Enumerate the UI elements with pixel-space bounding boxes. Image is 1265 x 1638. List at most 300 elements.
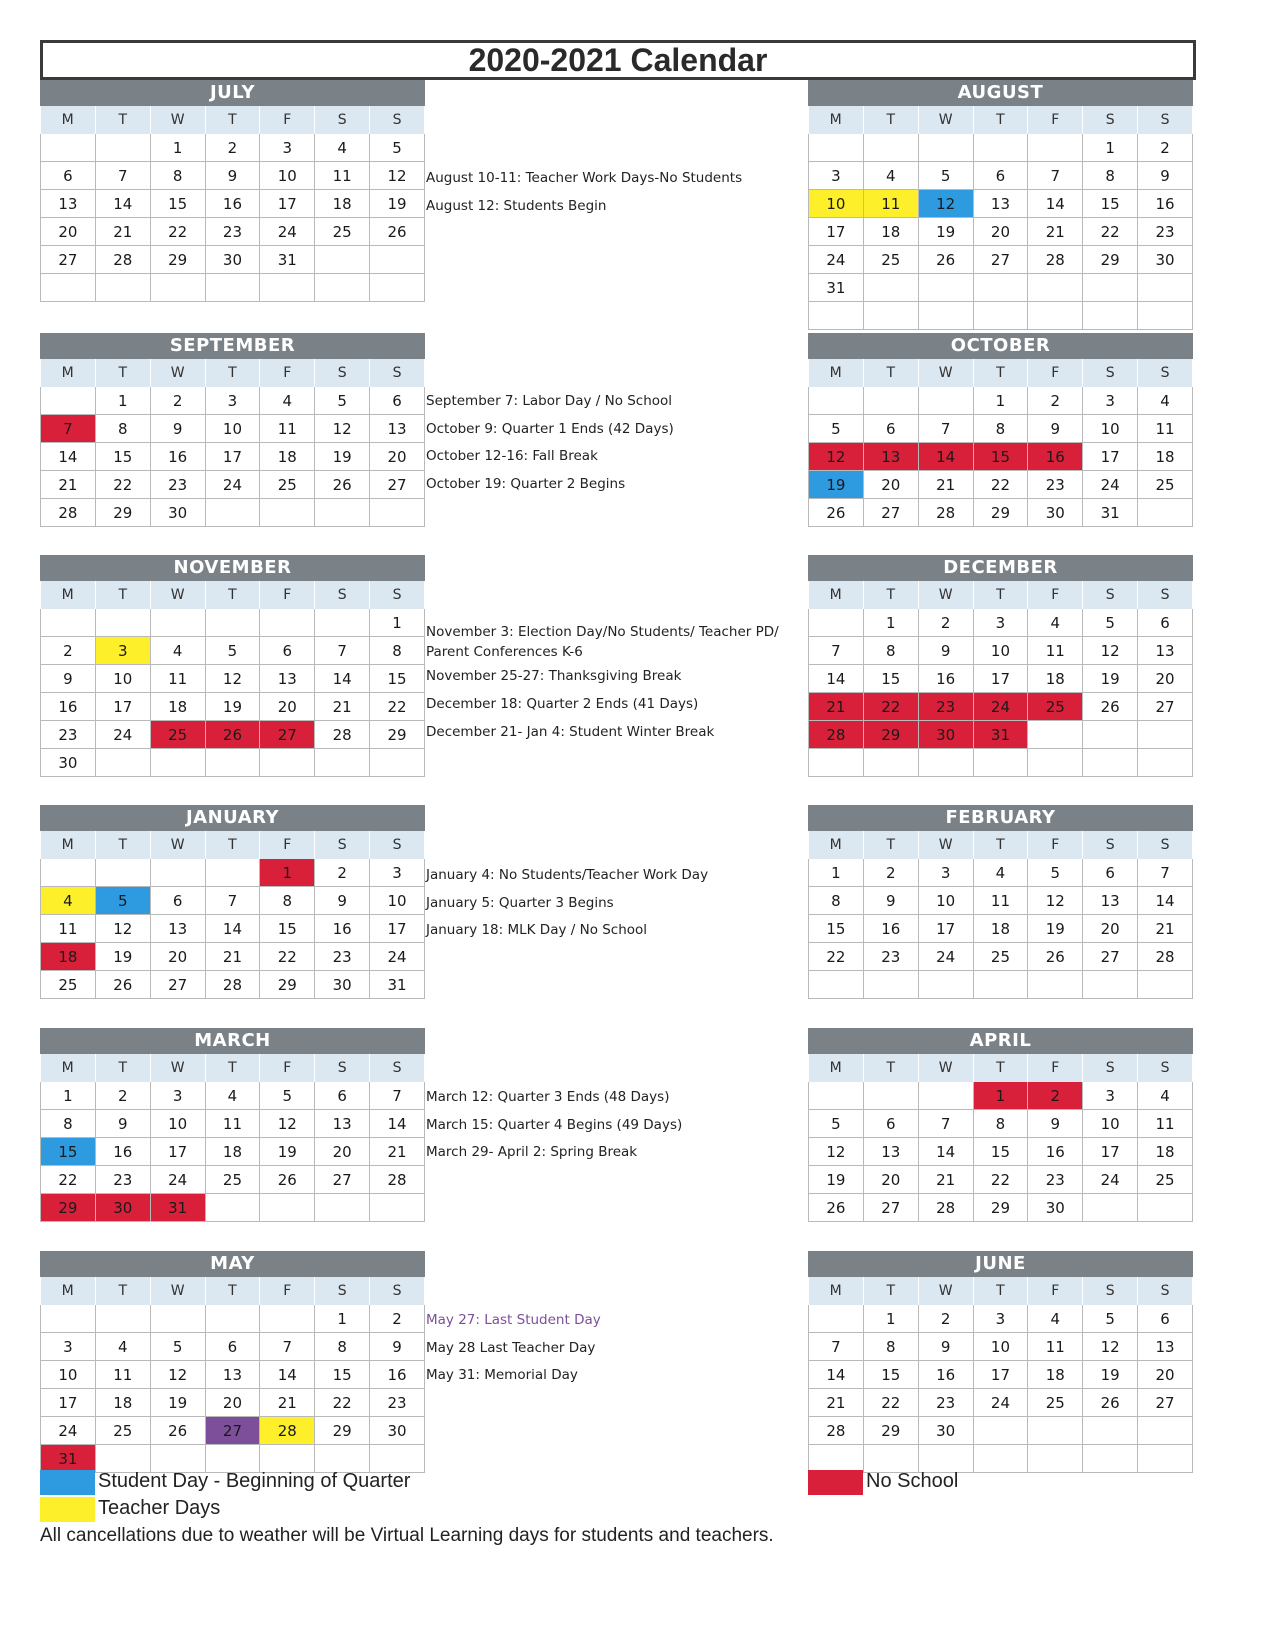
day-cell: 29	[1083, 246, 1138, 274]
day-cell: 20	[41, 218, 96, 246]
note-line: October 12-16: Fall Break	[426, 448, 598, 464]
empty-cell	[863, 274, 918, 302]
notes-summer	[426, 165, 742, 220]
day-cell: 5	[95, 887, 150, 915]
empty-cell	[1138, 749, 1193, 777]
week-row	[41, 1138, 425, 1166]
day-cell: 27	[205, 1417, 260, 1445]
empty-cell	[370, 1445, 425, 1473]
week-row	[41, 246, 425, 274]
day-cell: 26	[370, 218, 425, 246]
day-cell: 31	[260, 246, 315, 274]
day-cell: 17	[1083, 443, 1138, 471]
day-cell: 5	[809, 415, 864, 443]
empty-cell	[1028, 1417, 1083, 1445]
empty-cell	[150, 749, 205, 777]
legend-swatch-student-begin	[40, 1470, 95, 1495]
empty-cell	[41, 274, 96, 302]
day-cell: 17	[150, 1138, 205, 1166]
day-cell: 26	[918, 246, 973, 274]
day-cell: 20	[1138, 1361, 1193, 1389]
day-cell: 3	[150, 1082, 205, 1110]
weekday-label: S	[1083, 831, 1138, 859]
weekday-label: F	[260, 1277, 315, 1305]
month-grid	[808, 581, 1193, 777]
day-cell: 9	[370, 1333, 425, 1361]
day-cell: 2	[918, 609, 973, 637]
day-cell: 10	[809, 190, 864, 218]
day-cell: 12	[1028, 887, 1083, 915]
month-march	[40, 1028, 425, 1222]
empty-cell	[863, 387, 918, 415]
week-row	[41, 637, 425, 665]
day-cell: 10	[973, 637, 1028, 665]
day-cell: 18	[205, 1138, 260, 1166]
empty-cell	[95, 749, 150, 777]
month-name: OCTOBER	[808, 333, 1193, 359]
day-cell: 15	[1083, 190, 1138, 218]
day-cell: 1	[973, 1082, 1028, 1110]
month-grid	[808, 1054, 1193, 1222]
week-row	[41, 1082, 425, 1110]
day-cell: 14	[41, 443, 96, 471]
day-cell: 17	[973, 1361, 1028, 1389]
empty-cell	[150, 609, 205, 637]
day-cell: 3	[1083, 387, 1138, 415]
empty-cell	[863, 1082, 918, 1110]
day-cell: 20	[370, 443, 425, 471]
note-line-last-student-day: May 27: Last Student Day	[426, 1312, 601, 1328]
month-july	[40, 80, 425, 302]
day-cell: 19	[150, 1389, 205, 1417]
day-cell: 21	[315, 693, 370, 721]
day-cell: 29	[150, 246, 205, 274]
day-cell: 14	[370, 1110, 425, 1138]
weekday-label: S	[1083, 359, 1138, 387]
weekday-label: S	[1083, 581, 1138, 609]
month-name: FEBRUARY	[808, 805, 1193, 831]
week-row	[809, 1445, 1193, 1473]
empty-cell	[205, 274, 260, 302]
day-cell: 6	[1138, 1305, 1193, 1333]
day-cell: 27	[863, 1194, 918, 1222]
day-cell: 13	[205, 1361, 260, 1389]
day-cell: 2	[1028, 387, 1083, 415]
day-cell: 1	[370, 609, 425, 637]
day-cell: 3	[1083, 1082, 1138, 1110]
empty-cell	[973, 302, 1028, 330]
weekday-label: W	[150, 106, 205, 134]
day-cell: 21	[918, 471, 973, 499]
month-name: MARCH	[40, 1028, 425, 1054]
day-cell: 27	[1083, 943, 1138, 971]
day-cell: 6	[1083, 859, 1138, 887]
month-grid	[40, 359, 425, 527]
weekday-label: T	[95, 831, 150, 859]
empty-cell	[863, 134, 918, 162]
day-cell: 19	[315, 443, 370, 471]
day-cell: 9	[205, 162, 260, 190]
note-line: November 3: Election Day/No Students/ Teacher PD/	[426, 624, 779, 640]
weekday-label: W	[918, 831, 973, 859]
week-row	[809, 609, 1193, 637]
day-cell: 24	[809, 246, 864, 274]
day-cell: 12	[370, 162, 425, 190]
weekday-label: M	[41, 831, 96, 859]
day-cell: 24	[1083, 1166, 1138, 1194]
day-cell: 30	[315, 971, 370, 999]
weekday-label: S	[1083, 106, 1138, 134]
day-cell: 18	[1138, 1138, 1193, 1166]
empty-cell	[1028, 302, 1083, 330]
week-row	[809, 274, 1193, 302]
empty-cell	[41, 1305, 96, 1333]
week-row	[41, 915, 425, 943]
day-cell: 27	[150, 971, 205, 999]
day-cell: 21	[918, 1166, 973, 1194]
day-cell: 28	[370, 1166, 425, 1194]
empty-cell	[260, 1445, 315, 1473]
week-row	[809, 1333, 1193, 1361]
weekday-label: S	[315, 1054, 370, 1082]
day-cell: 4	[150, 637, 205, 665]
day-cell: 22	[973, 471, 1028, 499]
weekday-label: T	[863, 106, 918, 134]
day-cell: 23	[1028, 1166, 1083, 1194]
empty-cell	[809, 387, 864, 415]
empty-cell	[41, 134, 96, 162]
day-cell: 30	[1138, 246, 1193, 274]
day-cell: 6	[41, 162, 96, 190]
day-cell: 13	[1138, 637, 1193, 665]
day-cell: 16	[95, 1138, 150, 1166]
week-row	[41, 1305, 425, 1333]
day-cell: 24	[918, 943, 973, 971]
weekday-label: T	[95, 106, 150, 134]
week-row	[809, 1417, 1193, 1445]
empty-cell	[260, 1194, 315, 1222]
empty-cell	[41, 609, 96, 637]
weekday-label: W	[150, 1054, 205, 1082]
day-cell: 8	[809, 887, 864, 915]
weekday-label: F	[260, 106, 315, 134]
day-cell: 26	[809, 1194, 864, 1222]
day-cell: 29	[315, 1417, 370, 1445]
day-cell: 2	[95, 1082, 150, 1110]
week-row	[41, 1110, 425, 1138]
weekday-label: S	[370, 106, 425, 134]
empty-cell	[1138, 1445, 1193, 1473]
day-cell: 19	[205, 693, 260, 721]
day-cell: 30	[1028, 1194, 1083, 1222]
day-cell: 11	[41, 915, 96, 943]
day-cell: 1	[973, 387, 1028, 415]
day-cell: 13	[370, 415, 425, 443]
day-cell: 11	[1138, 415, 1193, 443]
day-cell: 13	[150, 915, 205, 943]
day-cell: 18	[973, 915, 1028, 943]
weekday-label: S	[315, 581, 370, 609]
day-cell: 26	[1083, 693, 1138, 721]
notes-spring	[426, 1084, 682, 1167]
empty-cell	[95, 274, 150, 302]
day-cell: 12	[809, 1138, 864, 1166]
week-row	[809, 1082, 1193, 1110]
day-cell: 14	[1138, 887, 1193, 915]
day-cell: 2	[41, 637, 96, 665]
week-row	[41, 1361, 425, 1389]
day-cell: 22	[863, 1389, 918, 1417]
empty-cell	[41, 387, 96, 415]
weekday-label: T	[863, 1277, 918, 1305]
empty-cell	[150, 274, 205, 302]
day-cell: 30	[95, 1194, 150, 1222]
day-cell: 18	[260, 443, 315, 471]
day-cell: 30	[150, 499, 205, 527]
week-row	[41, 415, 425, 443]
day-cell: 8	[41, 1110, 96, 1138]
day-cell: 11	[1028, 1333, 1083, 1361]
day-cell: 8	[973, 1110, 1028, 1138]
weekday-label: S	[1138, 106, 1193, 134]
empty-cell	[973, 749, 1028, 777]
day-cell: 15	[973, 1138, 1028, 1166]
day-cell: 21	[1138, 915, 1193, 943]
day-cell: 17	[41, 1389, 96, 1417]
day-cell: 28	[41, 499, 96, 527]
weekday-label: T	[973, 106, 1028, 134]
day-cell: 7	[1138, 859, 1193, 887]
weekday-label: T	[95, 1277, 150, 1305]
day-cell: 26	[260, 1166, 315, 1194]
day-cell: 17	[1083, 1138, 1138, 1166]
day-cell: 13	[260, 665, 315, 693]
day-cell: 21	[370, 1138, 425, 1166]
day-cell: 27	[41, 246, 96, 274]
empty-cell	[918, 274, 973, 302]
weekday-label: W	[150, 1277, 205, 1305]
empty-cell	[918, 134, 973, 162]
weekday-label: S	[1138, 831, 1193, 859]
day-cell: 11	[1028, 637, 1083, 665]
day-cell: 15	[315, 1361, 370, 1389]
calendar-title: 2020-2021 Calendar	[468, 41, 768, 78]
weekday-label: F	[260, 581, 315, 609]
weekday-label: F	[1028, 581, 1083, 609]
empty-cell	[370, 274, 425, 302]
day-cell: 25	[1138, 1166, 1193, 1194]
week-row	[41, 387, 425, 415]
day-cell: 22	[370, 693, 425, 721]
day-cell: 20	[863, 471, 918, 499]
day-cell: 19	[1083, 665, 1138, 693]
empty-cell	[809, 749, 864, 777]
week-row	[41, 1445, 425, 1473]
day-cell: 9	[918, 1333, 973, 1361]
weekday-label: F	[260, 1054, 315, 1082]
day-cell: 25	[1028, 693, 1083, 721]
day-cell: 23	[370, 1389, 425, 1417]
day-cell: 2	[370, 1305, 425, 1333]
day-cell: 21	[205, 943, 260, 971]
month-name: AUGUST	[808, 80, 1193, 106]
empty-cell	[150, 1305, 205, 1333]
day-cell: 25	[1138, 471, 1193, 499]
day-cell: 8	[95, 415, 150, 443]
week-row	[809, 1166, 1193, 1194]
weekday-label: F	[260, 359, 315, 387]
empty-cell	[315, 749, 370, 777]
week-row	[809, 915, 1193, 943]
day-cell: 24	[1083, 471, 1138, 499]
day-cell: 13	[315, 1110, 370, 1138]
day-cell: 27	[863, 499, 918, 527]
day-cell: 7	[315, 637, 370, 665]
day-cell: 15	[370, 665, 425, 693]
day-cell: 30	[918, 721, 973, 749]
day-cell: 16	[315, 915, 370, 943]
day-cell: 27	[1138, 1389, 1193, 1417]
empty-cell	[370, 499, 425, 527]
day-cell: 9	[150, 415, 205, 443]
weekday-label: T	[973, 581, 1028, 609]
day-cell: 12	[205, 665, 260, 693]
weekday-label: M	[41, 106, 96, 134]
legend-label-teacher: Teacher Days	[98, 1497, 221, 1519]
day-cell: 16	[1028, 1138, 1083, 1166]
day-cell: 16	[150, 443, 205, 471]
day-cell: 24	[41, 1417, 96, 1445]
day-cell: 14	[809, 1361, 864, 1389]
week-row	[809, 1110, 1193, 1138]
week-row	[809, 190, 1193, 218]
week-row	[41, 1194, 425, 1222]
empty-cell	[95, 1305, 150, 1333]
day-cell: 20	[1138, 665, 1193, 693]
day-cell: 17	[205, 443, 260, 471]
day-cell: 11	[973, 887, 1028, 915]
day-cell: 2	[1028, 1082, 1083, 1110]
empty-cell	[809, 609, 864, 637]
day-cell: 27	[315, 1166, 370, 1194]
week-row	[41, 190, 425, 218]
empty-cell	[1028, 274, 1083, 302]
week-row	[809, 943, 1193, 971]
day-cell: 28	[260, 1417, 315, 1445]
day-cell: 3	[918, 859, 973, 887]
day-cell: 7	[918, 1110, 973, 1138]
weekday-label: T	[973, 359, 1028, 387]
week-row	[41, 693, 425, 721]
day-cell: 27	[973, 246, 1028, 274]
day-cell: 5	[1028, 859, 1083, 887]
day-cell: 1	[863, 1305, 918, 1333]
day-cell: 14	[315, 665, 370, 693]
note-line: March 12: Quarter 3 Ends (48 Days)	[426, 1089, 670, 1105]
week-row	[809, 887, 1193, 915]
day-cell: 16	[918, 1361, 973, 1389]
day-cell: 25	[260, 471, 315, 499]
weekday-label: M	[809, 581, 864, 609]
day-cell: 23	[95, 1166, 150, 1194]
day-cell: 12	[95, 915, 150, 943]
day-cell: 21	[1028, 218, 1083, 246]
note-line: March 29- April 2: Spring Break	[426, 1144, 638, 1160]
empty-cell	[1083, 1417, 1138, 1445]
day-cell: 13	[41, 190, 96, 218]
day-cell: 3	[973, 1305, 1028, 1333]
day-cell: 31	[1083, 499, 1138, 527]
day-cell: 15	[809, 915, 864, 943]
day-cell: 19	[1083, 1361, 1138, 1389]
week-row	[809, 471, 1193, 499]
empty-cell	[315, 499, 370, 527]
day-cell: 5	[205, 637, 260, 665]
month-name: JULY	[40, 80, 425, 106]
day-cell: 16	[863, 915, 918, 943]
day-cell: 29	[863, 721, 918, 749]
empty-cell	[95, 609, 150, 637]
day-cell: 22	[809, 943, 864, 971]
day-cell: 11	[150, 665, 205, 693]
weekday-label: T	[205, 1277, 260, 1305]
day-cell: 28	[315, 721, 370, 749]
day-cell: 23	[315, 943, 370, 971]
day-cell: 28	[95, 246, 150, 274]
week-row	[809, 246, 1193, 274]
day-cell: 17	[95, 693, 150, 721]
notes-end	[426, 1307, 601, 1390]
day-cell: 20	[973, 218, 1028, 246]
day-cell: 23	[1028, 471, 1083, 499]
day-cell: 1	[95, 387, 150, 415]
day-cell: 9	[41, 665, 96, 693]
day-cell: 8	[370, 637, 425, 665]
empty-cell	[1083, 1194, 1138, 1222]
day-cell: 25	[863, 246, 918, 274]
empty-cell	[1028, 134, 1083, 162]
week-row	[41, 274, 425, 302]
weekday-label: S	[1138, 581, 1193, 609]
day-cell: 13	[1083, 887, 1138, 915]
day-cell: 10	[1083, 415, 1138, 443]
day-cell: 23	[863, 943, 918, 971]
day-cell: 19	[260, 1138, 315, 1166]
day-cell: 20	[863, 1166, 918, 1194]
weekday-label: M	[809, 1054, 864, 1082]
week-row	[809, 1305, 1193, 1333]
empty-cell	[863, 749, 918, 777]
day-cell: 23	[918, 693, 973, 721]
day-cell: 24	[370, 943, 425, 971]
day-cell: 31	[973, 721, 1028, 749]
week-row	[41, 859, 425, 887]
day-cell: 23	[150, 471, 205, 499]
month-grid	[808, 359, 1193, 527]
day-cell: 18	[95, 1389, 150, 1417]
weekday-label: F	[260, 831, 315, 859]
empty-cell	[260, 1305, 315, 1333]
day-cell: 25	[95, 1417, 150, 1445]
day-cell: 22	[973, 1166, 1028, 1194]
weekday-label: W	[150, 581, 205, 609]
week-row	[41, 1166, 425, 1194]
day-cell: 22	[95, 471, 150, 499]
day-cell: 25	[1028, 1389, 1083, 1417]
day-cell: 9	[863, 887, 918, 915]
weekday-label: S	[1083, 1054, 1138, 1082]
day-cell: 6	[260, 637, 315, 665]
